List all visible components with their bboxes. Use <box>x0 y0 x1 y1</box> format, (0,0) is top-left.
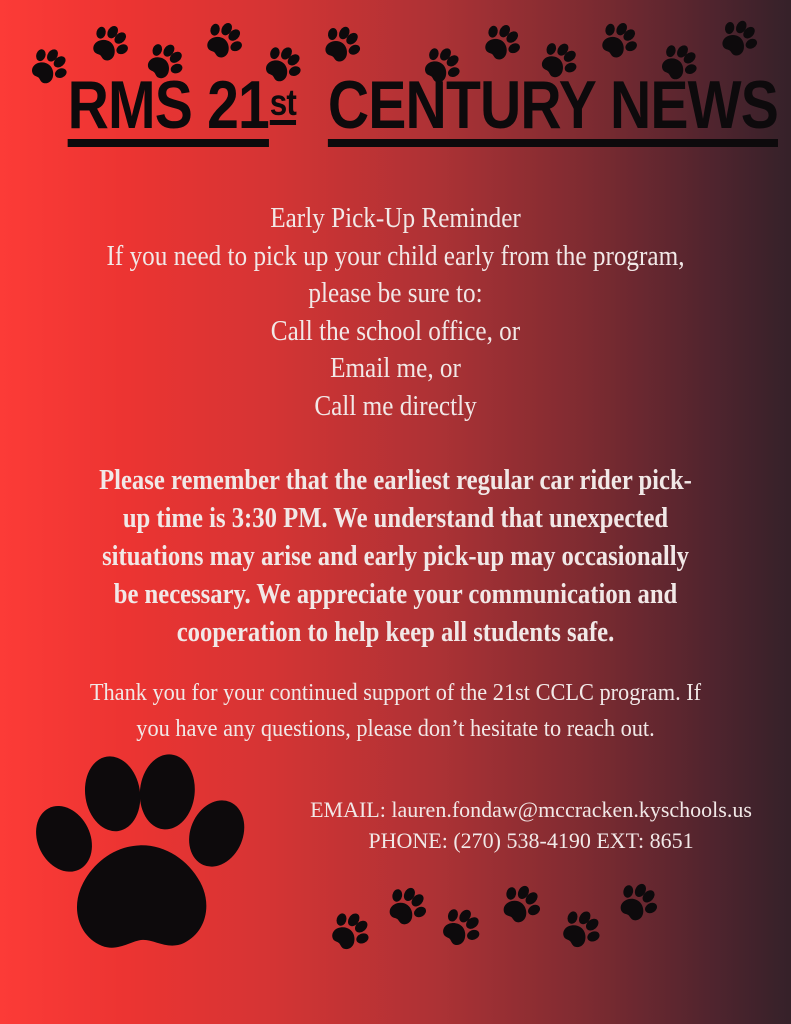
closing-thanks-block <box>0 675 791 747</box>
policy-line: situations may arise and early pick-up may occasionally <box>102 540 689 572</box>
title-part2: CENTURY NEWS <box>327 67 778 143</box>
title-superscript: st <box>269 81 297 124</box>
paw-print-icon <box>377 878 436 937</box>
policy-line: up time is 3:30 PM. We understand that unexpected <box>122 502 669 534</box>
paw-print-icon <box>195 13 251 69</box>
big-paw-print-icon <box>22 740 258 978</box>
paw-print-icon <box>81 16 137 72</box>
contact-info-block <box>300 794 762 856</box>
paw-print-icon <box>590 13 646 69</box>
reminder-heading: Early Pick-Up Reminder <box>270 203 521 234</box>
paw-print-icon <box>491 876 550 935</box>
paw-print-icon <box>550 900 609 959</box>
paw-print-icon <box>473 15 529 71</box>
reminder-line: Email me, or <box>330 353 461 384</box>
policy-line: be necessary. We appreciate your communication and <box>113 578 678 610</box>
closing-line: Thank you for your continued support of the 21st CCLC program. If <box>89 680 702 706</box>
paw-print-icon <box>313 17 369 73</box>
reminder-line: Call the school office, or <box>270 315 521 347</box>
reminder-line: If you need to pick up your child early from the program, <box>106 240 685 272</box>
paw-print-icon <box>608 874 667 933</box>
paw-print-icon <box>319 902 378 961</box>
closing-line: you have any questions, please don’t hesitate to reach out. <box>136 716 655 742</box>
paw-print-icon <box>710 11 766 67</box>
reminder-line: please be sure to: <box>308 278 483 309</box>
page-title <box>0 68 791 143</box>
contact-email: EMAIL: lauren.fondaw@mccracken.kyschools.us <box>310 797 752 822</box>
reminder-line: Call me directly <box>314 390 477 422</box>
title-part1: RMS 21 <box>67 67 269 143</box>
paw-print-icon <box>430 898 489 957</box>
pickup-policy-block <box>0 461 791 651</box>
early-pickup-reminder-block <box>0 200 791 425</box>
policy-line: Please remember that the earliest regular car rider pick- <box>99 464 692 496</box>
contact-phone: PHONE: (270) 538-4190 EXT: 8651 <box>368 828 694 853</box>
policy-line: cooperation to help keep all students safe. <box>176 616 615 648</box>
